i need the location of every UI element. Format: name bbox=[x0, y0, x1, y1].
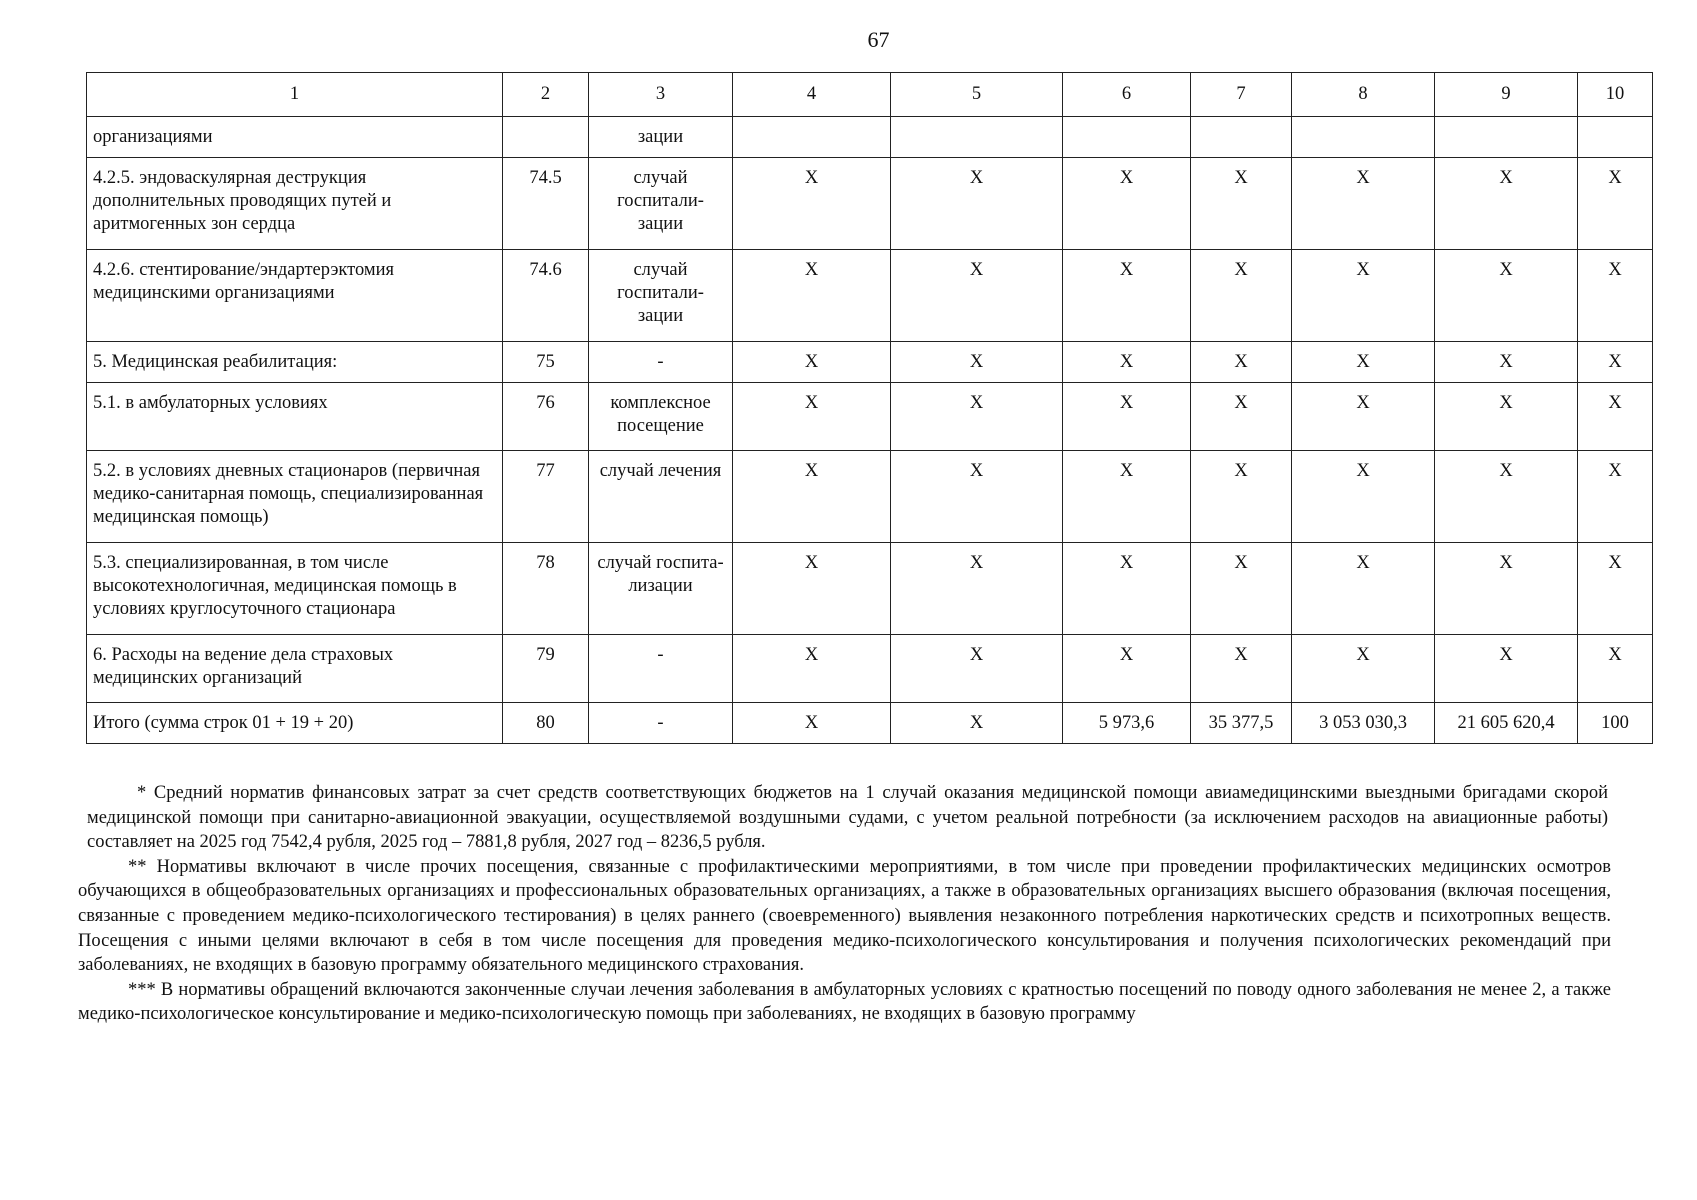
table-cell bbox=[1435, 117, 1578, 158]
table-cell: X bbox=[1063, 635, 1191, 703]
table-header-row bbox=[87, 73, 1653, 117]
table-cell: X bbox=[1435, 250, 1578, 342]
row-label-cell: 5.2. в условиях дневных стационаров (первичная медико-санитарная помощь, специализированная медицинская помощь) bbox=[87, 451, 503, 543]
table-cell: случай госпита-лизации bbox=[589, 543, 733, 635]
table-cell: случай госпитали-зации bbox=[589, 250, 733, 342]
table-cell bbox=[733, 117, 891, 158]
table-cell: X bbox=[1578, 635, 1653, 703]
table-cell: X bbox=[1292, 158, 1435, 250]
footnote-1: * Средний норматив финансовых затрат за счет средств соответствующих бюджетов на 1 случай оказания медицинской помощи авиамедицинскими выездными бригадами скорой медицинской помощи при санитарно-авиационной эвакуации, осуществляемой воздушными судами, с учетом реальной потребности (за исключением расходов на авиационные работы) составляет на 2025 год 7542,4 рубля, 2025 год – 7881,8 рубля, 2027 год – 8236,5 рубля. bbox=[87, 783, 1608, 853]
table-cell: 100 bbox=[1578, 703, 1653, 744]
table-cell: X bbox=[891, 250, 1063, 342]
table-row bbox=[87, 451, 1653, 543]
data-table bbox=[86, 72, 1653, 744]
table-cell: X bbox=[1191, 342, 1292, 383]
table-row bbox=[87, 117, 1653, 158]
table-cell: X bbox=[733, 703, 891, 744]
table-cell: X bbox=[1191, 543, 1292, 635]
table-row bbox=[87, 383, 1653, 451]
table-cell: 74.6 bbox=[503, 250, 589, 342]
table-cell: случай госпитали-зации bbox=[589, 158, 733, 250]
row-label-cell: 5. Медицинская реабилитация: bbox=[87, 342, 503, 383]
table-cell: X bbox=[733, 342, 891, 383]
table-cell: X bbox=[1292, 342, 1435, 383]
footnote-2: ** Нормативы включают в числе прочих посещения, связанные с профилактическими мероприятиями, в том числе при проведении профилактических медицинских осмотров обучающихся в общеобразовательных организациях и профессиональных образовательных организациях, а также в образовательных организациях высшего образования (включая посещения, связанные с проведением медико-психологического тестирования) в целях раннего (своевременного) выявления незаконного потребления наркотических средств и психотропных веществ. Посещения с иными целями включают в себя в том числе посещения для проведения медико-психологического консультирования и получения психологических рекомендаций при заболеваниях, не входящих в базовую программу обязательного медицинского страхования. bbox=[78, 856, 1611, 976]
row-label-cell: 6. Расходы на ведение дела страховых медицинских организаций bbox=[87, 635, 503, 703]
row-label-cell: организациями bbox=[87, 117, 503, 158]
row-label-cell: 5.3. специализированная, в том числе высокотехнологичная, медицинская помощь в условиях круглосуточного стационара bbox=[87, 543, 503, 635]
table-cell: 35 377,5 bbox=[1191, 703, 1292, 744]
row-label-cell: 4.2.6. стентирование/эндартерэктомия медицинскими организациями bbox=[87, 250, 503, 342]
table-row bbox=[87, 703, 1653, 744]
header-cell: 6 bbox=[1063, 73, 1191, 117]
table-cell: X bbox=[891, 635, 1063, 703]
table-cell: X bbox=[1063, 451, 1191, 543]
table-cell: X bbox=[891, 451, 1063, 543]
table-cell: X bbox=[1435, 451, 1578, 543]
header-cell: 7 bbox=[1191, 73, 1292, 117]
table-cell: X bbox=[1292, 543, 1435, 635]
table-cell: X bbox=[1578, 250, 1653, 342]
table-cell: X bbox=[1292, 250, 1435, 342]
table-cell: X bbox=[1292, 635, 1435, 703]
table-cell: X bbox=[1063, 383, 1191, 451]
table-row bbox=[87, 250, 1653, 342]
footnote-3: *** В нормативы обращений включаются законченные случаи лечения заболевания в амбулаторных условиях с кратностью посещений по поводу одного заболевания не менее 2, а также медико-психологическое консультирование и медико-психологическую помощь при заболеваниях, не входящих в базовую программу bbox=[78, 979, 1611, 1025]
table-cell: X bbox=[1191, 158, 1292, 250]
table-cell bbox=[1063, 117, 1191, 158]
header-cell: 5 bbox=[891, 73, 1063, 117]
row-label-cell: Итого (сумма строк 01 + 19 + 20) bbox=[87, 703, 503, 744]
header-cell: 3 bbox=[589, 73, 733, 117]
table-cell: X bbox=[1063, 543, 1191, 635]
header-cell: 8 bbox=[1292, 73, 1435, 117]
footnotes bbox=[78, 781, 1611, 1027]
table-cell: X bbox=[1191, 635, 1292, 703]
table-row bbox=[87, 635, 1653, 703]
table-cell: - bbox=[589, 635, 733, 703]
table-cell: X bbox=[1435, 342, 1578, 383]
table-cell bbox=[1191, 117, 1292, 158]
table-cell: X bbox=[733, 543, 891, 635]
table-row bbox=[87, 543, 1653, 635]
table-cell: X bbox=[1578, 158, 1653, 250]
table-cell: X bbox=[1292, 451, 1435, 543]
row-label-cell: 4.2.5. эндоваскулярная деструкция дополнительных проводящих путей и аритмогенных зон сердца bbox=[87, 158, 503, 250]
table-cell: X bbox=[733, 635, 891, 703]
table-cell: X bbox=[1435, 543, 1578, 635]
header-cell: 2 bbox=[503, 73, 589, 117]
table-cell: X bbox=[891, 543, 1063, 635]
header-cell: 9 bbox=[1435, 73, 1578, 117]
table-cell: X bbox=[1063, 158, 1191, 250]
table-cell: 76 bbox=[503, 383, 589, 451]
table-cell: X bbox=[1578, 451, 1653, 543]
table-cell: комплексное посещение bbox=[589, 383, 733, 451]
table-cell: X bbox=[1191, 383, 1292, 451]
table-cell: X bbox=[1578, 383, 1653, 451]
table-row bbox=[87, 342, 1653, 383]
table-cell: X bbox=[733, 451, 891, 543]
table-cell: X bbox=[1191, 451, 1292, 543]
table-cell: X bbox=[1191, 250, 1292, 342]
table-cell: - bbox=[589, 703, 733, 744]
table-cell: X bbox=[1435, 635, 1578, 703]
table-cell: 74.5 bbox=[503, 158, 589, 250]
table-cell: X bbox=[733, 383, 891, 451]
table-cell: X bbox=[1063, 250, 1191, 342]
table-cell: случай лечения bbox=[589, 451, 733, 543]
table-cell: 80 bbox=[503, 703, 589, 744]
table-cell: 3 053 030,3 bbox=[1292, 703, 1435, 744]
table-cell: 5 973,6 bbox=[1063, 703, 1191, 744]
table-cell: X bbox=[891, 342, 1063, 383]
table-cell: X bbox=[891, 158, 1063, 250]
table-cell: 21 605 620,4 bbox=[1435, 703, 1578, 744]
table-cell: X bbox=[891, 703, 1063, 744]
table-cell: X bbox=[891, 383, 1063, 451]
table-cell: X bbox=[1435, 383, 1578, 451]
header-cell: 10 bbox=[1578, 73, 1653, 117]
table-cell bbox=[1578, 117, 1653, 158]
table-row bbox=[87, 158, 1653, 250]
table-cell: X bbox=[733, 158, 891, 250]
row-label-cell: 5.1. в амбулаторных условиях bbox=[87, 383, 503, 451]
table-cell bbox=[503, 117, 589, 158]
table-cell: - bbox=[589, 342, 733, 383]
table-cell: X bbox=[1063, 342, 1191, 383]
table-cell: 78 bbox=[503, 543, 589, 635]
table-cell: 79 bbox=[503, 635, 589, 703]
table-cell bbox=[1292, 117, 1435, 158]
table-cell: X bbox=[1435, 158, 1578, 250]
table-cell: 77 bbox=[503, 451, 589, 543]
page-number: 67 bbox=[867, 27, 890, 52]
table-cell: X bbox=[1578, 543, 1653, 635]
table-cell: 75 bbox=[503, 342, 589, 383]
table-cell: X bbox=[1578, 342, 1653, 383]
table-cell: X bbox=[733, 250, 891, 342]
table-cell: X bbox=[1292, 383, 1435, 451]
table-cell bbox=[891, 117, 1063, 158]
header-cell: 1 bbox=[87, 73, 503, 117]
table-cell: зации bbox=[589, 117, 733, 158]
header-cell: 4 bbox=[733, 73, 891, 117]
